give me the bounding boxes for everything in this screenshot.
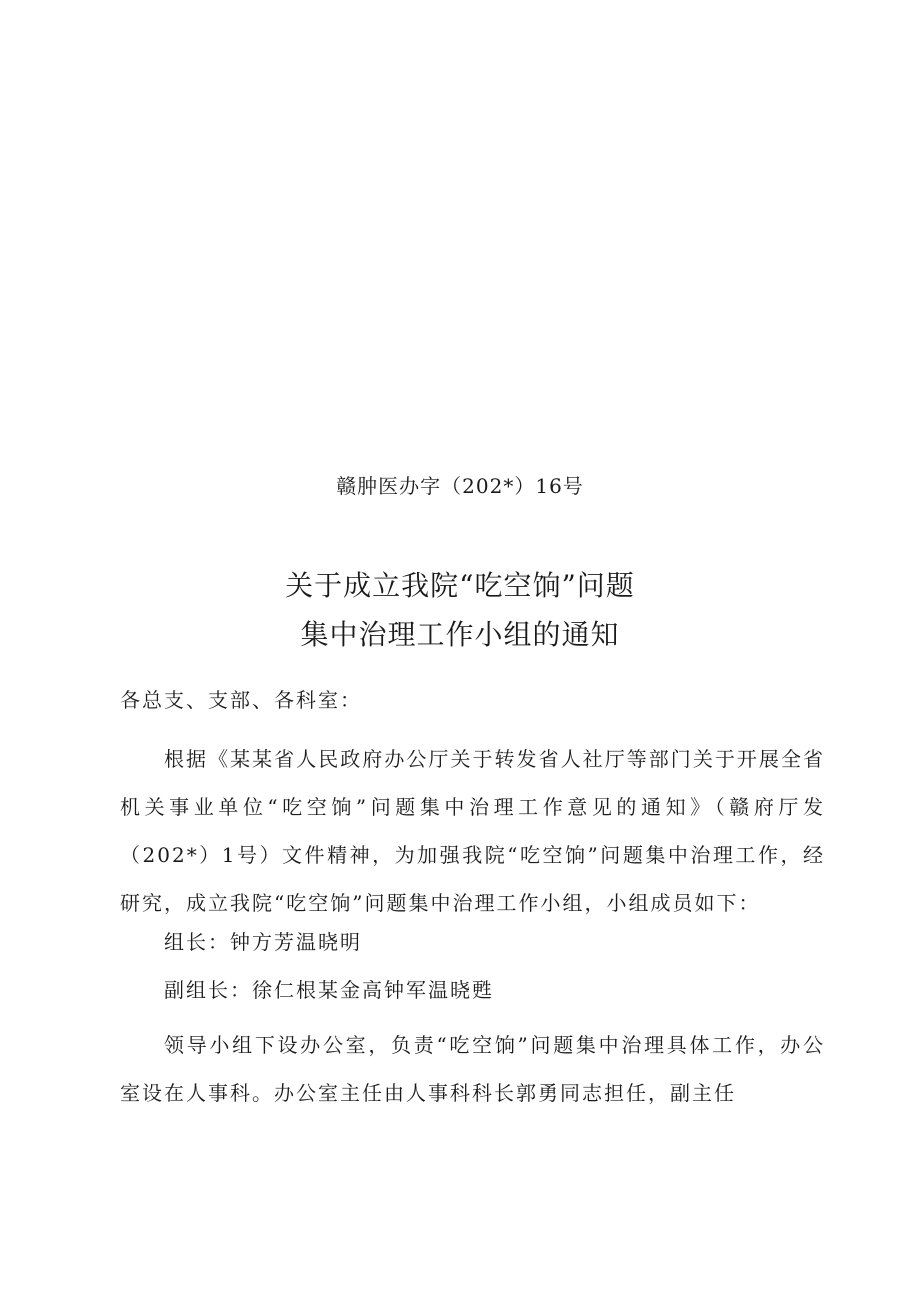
deputy-leader-line: 副组长：徐仁根某金高钟军温晓甦	[164, 978, 494, 1002]
document-title-line-1: 关于成立我院“吃空饷”问题	[285, 569, 635, 602]
salutation: 各总支、支部、各科室：	[120, 688, 362, 712]
group-leader-line: 组长：钟方芳温晓明	[164, 930, 362, 954]
body-paragraph-1: 根据《某某省人民政府办公厅关于转发省人社厅等部门关于开展全省机关事业单位“吃空饷”问题集中治理工作意见的通知》（赣府厅发（202*）1号）文件精神，为加强我院“吃空饷”问题集中治理工作，经研究，成立我院“吃空饷”问题集中治理工作小组，小组成员如下：	[120, 747, 825, 915]
document-number: 赣肿医办字（202*）16号	[336, 474, 584, 498]
document-title-line-2: 集中治理工作小组的通知	[300, 618, 620, 651]
body-paragraph-2: 领导小组下设办公室，负责“吃空饷”问题集中治理具体工作，办公室设在人事科。办公室主任由人事科科长郭勇同志担任，副主任	[120, 1033, 825, 1105]
